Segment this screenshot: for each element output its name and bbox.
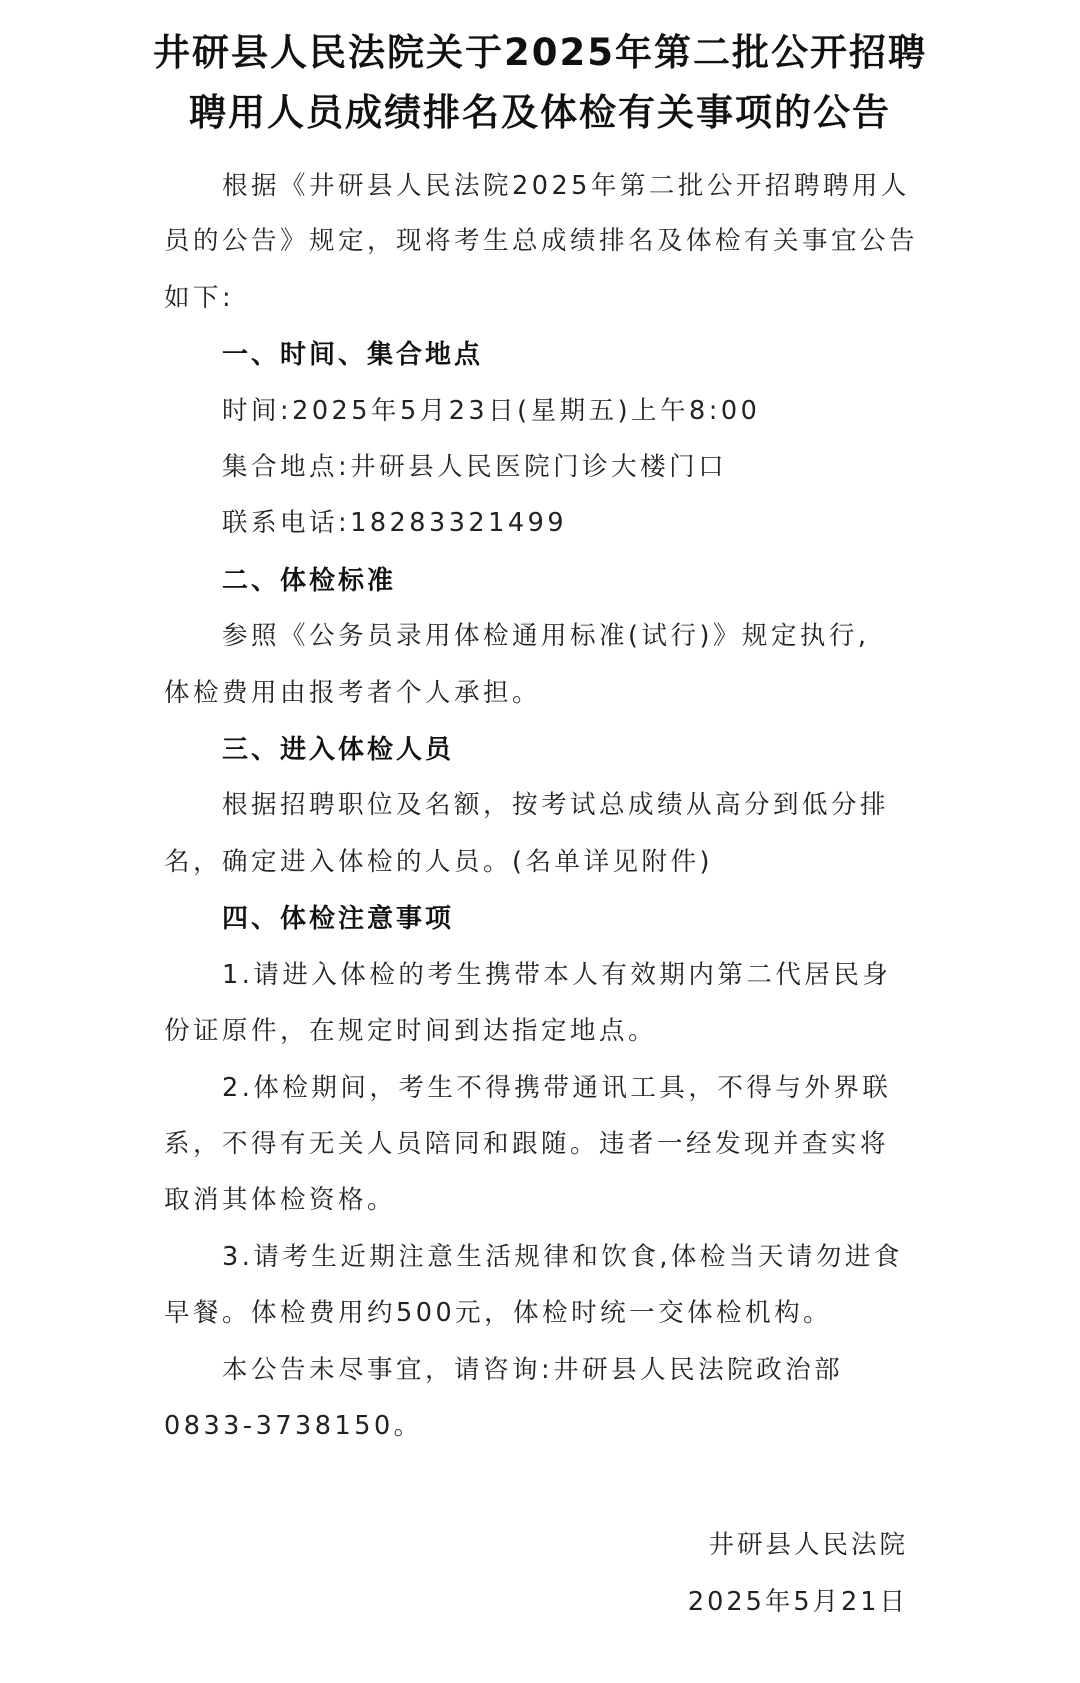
closing-line-1: 本公告未尽事宜，请咨询:井研县人民法院政治部 [222, 1355, 844, 1385]
intro-line-3: 如下: [164, 283, 235, 313]
section-4-item-3-line-1: 3.请考生近期注意生活规律和饮食,体检当天请勿进食 [222, 1242, 903, 1272]
section-4-item-2-line-3: 取消其体检资格。 [164, 1185, 397, 1215]
signature-organization: 井研县人民法院 [708, 1530, 908, 1560]
document-title-line-1: 井研县人民法院关于2025年第二批公开招聘 [153, 31, 927, 74]
section-1-phone: 联系电话:18283321499 [222, 508, 568, 538]
section-2-line-1: 参照《公务员录用体检通用标准(试行)》规定执行, [222, 621, 870, 651]
section-1-time: 时间:2025年5月23日(星期五)上午8:00 [222, 396, 761, 426]
section-4-item-3-line-2: 早餐。体检费用约500元，体检时统一交体检机构。 [164, 1298, 833, 1328]
closing-line-2: 0833-3738150。 [164, 1411, 423, 1441]
section-2-line-2: 体检费用由报考者个人承担。 [164, 678, 542, 708]
section-1-heading: 一、时间、集合地点 [222, 340, 484, 370]
document-title-line-2: 聘用人员成绩排名及体检有关事项的公告 [189, 91, 891, 134]
section-4-item-1-line-1: 1.请进入体检的考生携带本人有效期内第二代居民身 [222, 960, 892, 990]
section-4-heading: 四、体检注意事项 [222, 904, 455, 934]
section-1-place: 集合地点:井研县人民医院门诊大楼门口 [222, 452, 728, 482]
intro-line-2: 员的公告》规定，现将考生总成绩排名及体检有关事宜公告 [164, 226, 919, 256]
section-3-line-1: 根据招聘职位及名额，按考试总成绩从高分到低分排 [222, 790, 890, 820]
section-2-heading: 二、体检标准 [222, 566, 397, 596]
section-3-heading: 三、进入体检人员 [222, 735, 455, 765]
signature-date: 2025年5月21日 [687, 1587, 908, 1617]
intro-line-1: 根据《井研县人民法院2025年第二批公开招聘聘用人 [222, 171, 910, 201]
section-4-item-2-line-2: 系，不得有无关人员陪同和跟随。违者一经发现并查实将 [164, 1129, 890, 1159]
section-4-item-1-line-2: 份证原件，在规定时间到达指定地点。 [164, 1016, 658, 1046]
section-3-line-2: 名，确定进入体检的人员。(名单详见附件) [164, 847, 713, 877]
section-4-item-2-line-1: 2.体检期间，考生不得携带通讯工具，不得与外界联 [222, 1073, 892, 1103]
